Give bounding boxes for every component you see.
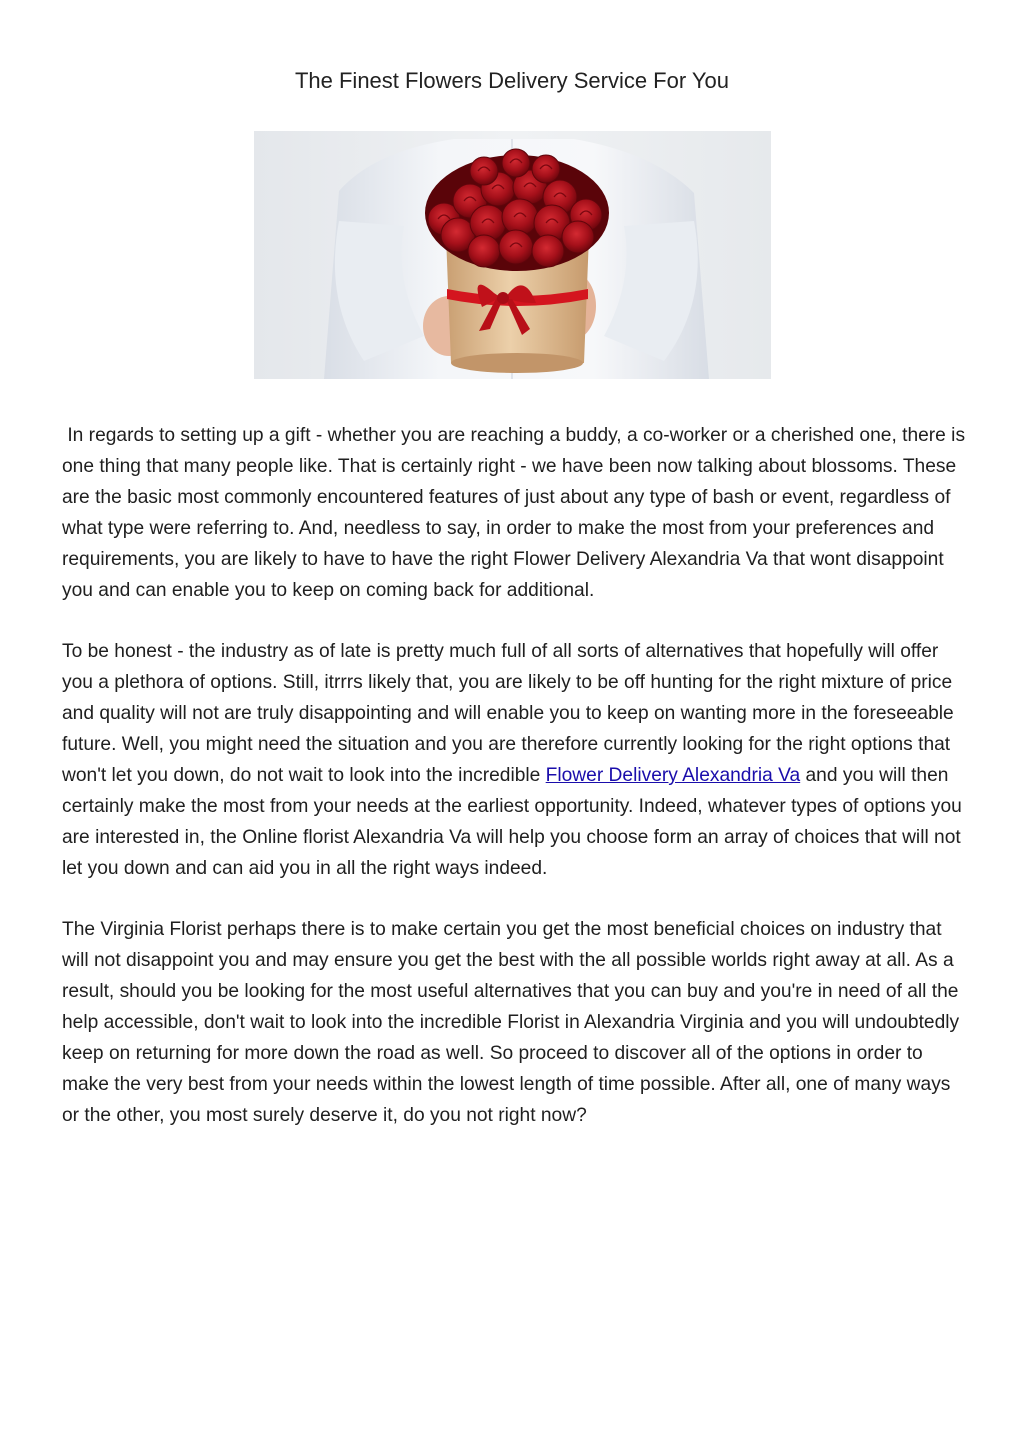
paragraph-2 xyxy=(62,636,967,884)
rose-bouquet-illustration xyxy=(254,131,771,379)
article-body xyxy=(62,420,971,1161)
page-title: The Finest Flowers Delivery Service For You xyxy=(294,68,730,93)
paragraph-1: In regards to setting up a gift - whether you are reaching a buddy, a co-worker or a cherished one, there is one thing that many people like. That is certainly right - we have been now talking about blossoms. These are the basic most commonly encountered features of just about any type of bash or event, regardless of what type were referring to. And, needless to say, in order to make the most from your preferences and requirements, you are likely to have to have the right Flower Delivery Alexandria Va that wont disappoint you and can enable you to keep on coming back for additional. xyxy=(62,425,971,601)
hero-image xyxy=(254,131,771,379)
paragraph-3: The Virginia Florist perhaps there is to make certain you get the most beneficial choices on industry that will not disappoint you and may ensure you get the best with the all possible worlds right away at all. As a result, should you be looking for the most useful alternatives that you can buy and you're in need of all the help accessible, don't wait to look into the incredible Florist in Alexandria Virginia and you will undoubtedly keep on returning for more down the road as well. So proceed to discover all of the options in order to make the very best from your needs within the lowest length of time possible. After all, one of many ways or the other, you most surely deserve it, do you not right now? xyxy=(62,919,960,1126)
paragraph-2-text-after: and you will then certainly make the most from your needs at the earliest opportunity. Indeed, whatever types of options you are interested in, the Online florist Alexandria Va will help you choose form an array of choices that will not let you down and can aid you in all the right ways indeed. xyxy=(62,765,962,879)
flower-delivery-link[interactable]: Flower Delivery Alexandria Va xyxy=(545,765,801,786)
paragraph-2-text-before: To be honest - the industry as of late is pretty much full of all sorts of alternatives that hopefully will offer you a plethora of options. Still, itrrrs likely that, you are likely to be off hunting for the right mixture of price and quality will not are truly disappointing and will enable you to keep on wanting more in the foreseeable future. Well, you might need the situation and you are therefore currently looking for the right options that won't let you down, do not wait to look into the incredible xyxy=(62,641,954,786)
